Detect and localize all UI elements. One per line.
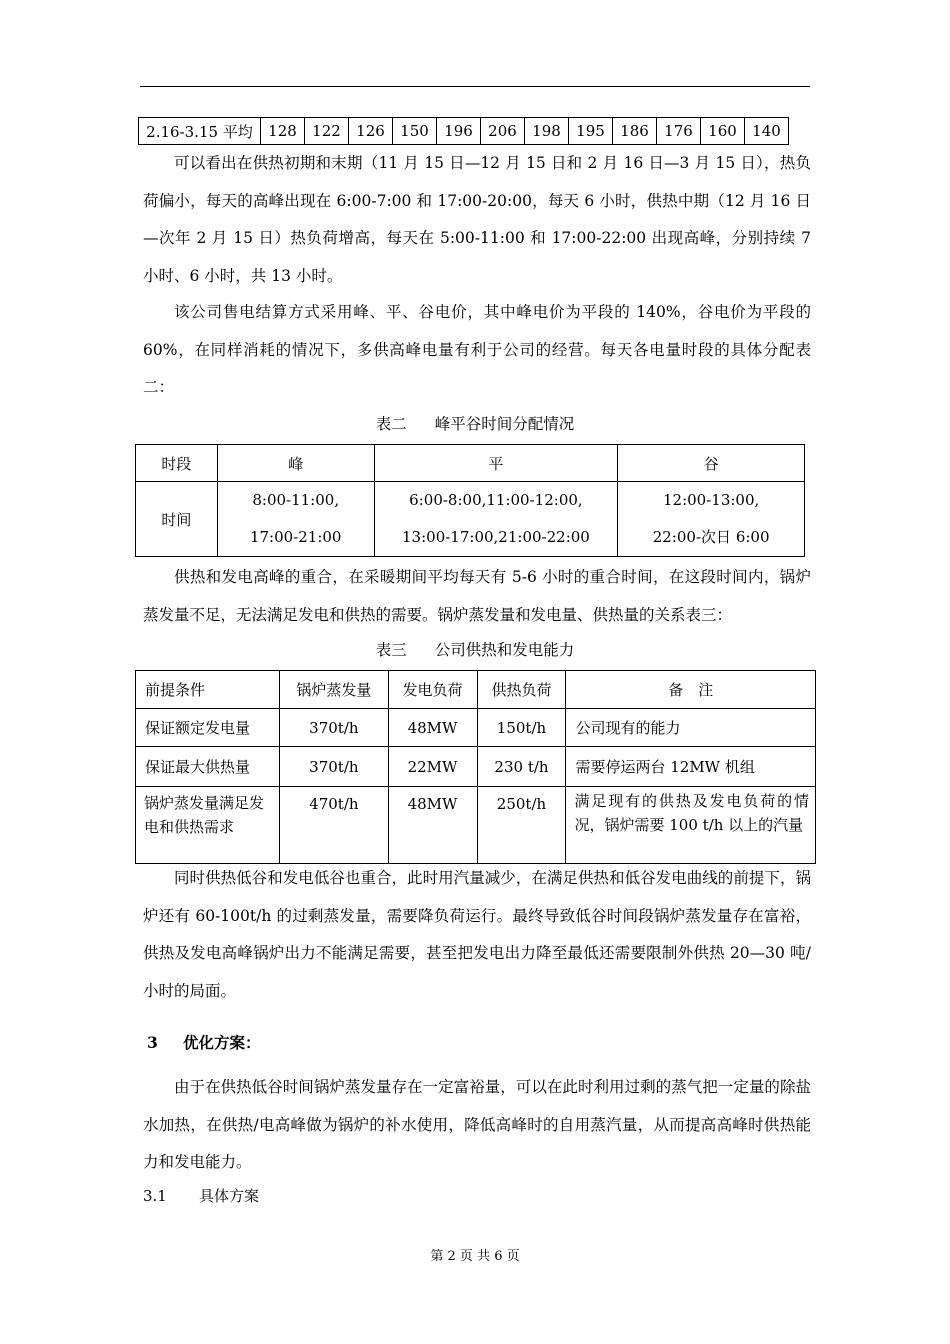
peak-time-cell [217,482,374,557]
section-heading [147,1031,261,1053]
table3-caption [0,640,950,660]
table-row [136,482,805,557]
section-number: 3 [147,1033,158,1052]
section-title: 优化方案： [183,1033,261,1052]
flat-line-1: 6:00-8:00,11:00-12:00, [409,491,583,509]
table-cell: 186 [613,118,657,145]
power-cell: 48MW [388,787,477,864]
header-cell: 前提条件 [136,671,280,709]
table-cell: 126 [349,118,393,145]
page-footer: 第 2 页 共 6 页 [430,1249,520,1264]
table-row [136,747,816,787]
table-cell: 128 [261,118,305,145]
header-cell: 锅炉蒸发量 [280,671,388,709]
peak-line-2: 17:00-21:00 [249,528,342,546]
table2-caption-label: 表二 [375,415,407,433]
table2-caption-title: 峰平谷时间分配情况 [434,415,575,433]
table-row [136,787,816,864]
capacity-table [135,670,816,864]
time-allocation-table [135,444,805,557]
heat-cell: 230 t/h [477,747,566,787]
table-cell: 140 [745,118,789,145]
remark-cell: 满足现有的供热及发电负荷的情况，锅炉需要 100 t/h 以上的汽量 [566,787,816,864]
peak-line-1: 8:00-11:00, [252,491,340,509]
table-row [139,118,789,145]
table-cell: 196 [437,118,481,145]
header-cell: 时段 [136,445,218,482]
table3-caption-label: 表三 [375,641,407,659]
flat-line-2: 13:00-17:00,21:00-22:00 [402,528,590,546]
condition-cell: 保证最大供热量 [136,747,280,787]
boiler-cell: 470t/h [280,787,388,864]
table-cell: 150 [393,118,437,145]
boiler-cell: 370t/h [280,747,388,787]
power-cell: 22MW [388,747,477,787]
valley-line-2: 22:00-次日 6:00 [652,528,770,546]
table3-caption-title: 公司供热和发电能力 [434,641,575,659]
condition-cell: 保证额定发电量 [136,709,280,747]
table-header-row [136,445,805,482]
valley-line-1: 12:00-13:00, [662,491,760,509]
table-cell: 206 [481,118,525,145]
paragraph-5: 由于在供热低谷时间锅炉蒸发量存在一定富裕量，可以在此时利用过剩的蒸气把一定量的除盐水加热，在供热/电高峰做为锅炉的补水使用，降低高峰时的自用蒸汽量，从而提高高峰时供热能力和发电能力。 [143,1078,811,1171]
flat-time-cell [374,482,618,557]
header-rule [140,86,810,87]
header-cell: 供热负荷 [477,671,566,709]
power-cell: 48MW [388,709,477,747]
subsection-number: 3.1 [143,1187,167,1205]
paragraph-3: 供热和发电高峰的重合，在采暖期间平均每天有 5-6 小时的重合时间，在这段时间内，锅炉蒸发量不足，无法满足发电和供热的需要。锅炉蒸发量和发电量、供热量的关系表三： [143,568,811,624]
paragraph-2: 该公司售电结算方式采用峰、平、谷电价，其中峰电价为平段的 140%，谷电价为平段的 60%，在同样消耗的情况下，多供高峰电量有利于公司的经营。每天各电量时段的具体分配表二： [143,303,811,396]
table-cell: 122 [305,118,349,145]
header-cell: 发电负荷 [388,671,477,709]
header-cell: 谷 [618,445,805,482]
subsection-heading [143,1185,259,1206]
row-label-cell: 时间 [136,482,218,557]
table-cell: 2.16-3.15 平均 [139,118,261,145]
header-cell: 平 [374,445,618,482]
table2-caption [0,414,950,434]
remark-cell: 需要停运两台 12MW 机组 [566,747,816,787]
boiler-cell: 370t/h [280,709,388,747]
top-table-fragment [138,117,789,145]
table-cell: 195 [569,118,613,145]
heat-cell: 250t/h [477,787,566,864]
condition-cell: 锅炉蒸发量满足发电和供热需求 [136,787,280,864]
paragraph-4: 同时供热低谷和发电低谷也重合，此时用汽量减少，在满足供热和低谷发电曲线的前提下，锅炉还有 60-100t/h 的过剩蒸发量，需要降负荷运行。最终导致低谷时间段锅炉蒸发量存在富裕，供热及发电高峰锅炉出力不能满足需要，甚至把发电出力降至最低还需要限制外供热 20—30 吨/小时的局面。 [143,869,811,1000]
table-header-row [136,671,816,709]
table-cell: 160 [701,118,745,145]
table-row [136,709,816,747]
valley-time-cell [618,482,805,557]
subsection-title: 具体方案 [199,1187,260,1205]
table-cell: 176 [657,118,701,145]
remark-cell: 公司现有的能力 [566,709,816,747]
header-cell: 备 注 [566,671,816,709]
table-cell: 198 [525,118,569,145]
paragraph-1: 可以看出在供热初期和末期（11 月 15 日—12 月 15 日和 2 月 16 日—3 月 15 日），热负荷偏小，每天的高峰出现在 6:00-7:00 和 17:00-20:00，每天 6 小时，供热中期（12 月 16 日—次年 2 月 15 日）热负荷增高，每天在 5:00-11:00 和 17:00-22:00 出现高峰，分别持续 7 小时、6 小时，共 13 小时。 [143,154,811,285]
header-cell: 峰 [217,445,374,482]
heat-cell: 150t/h [477,709,566,747]
